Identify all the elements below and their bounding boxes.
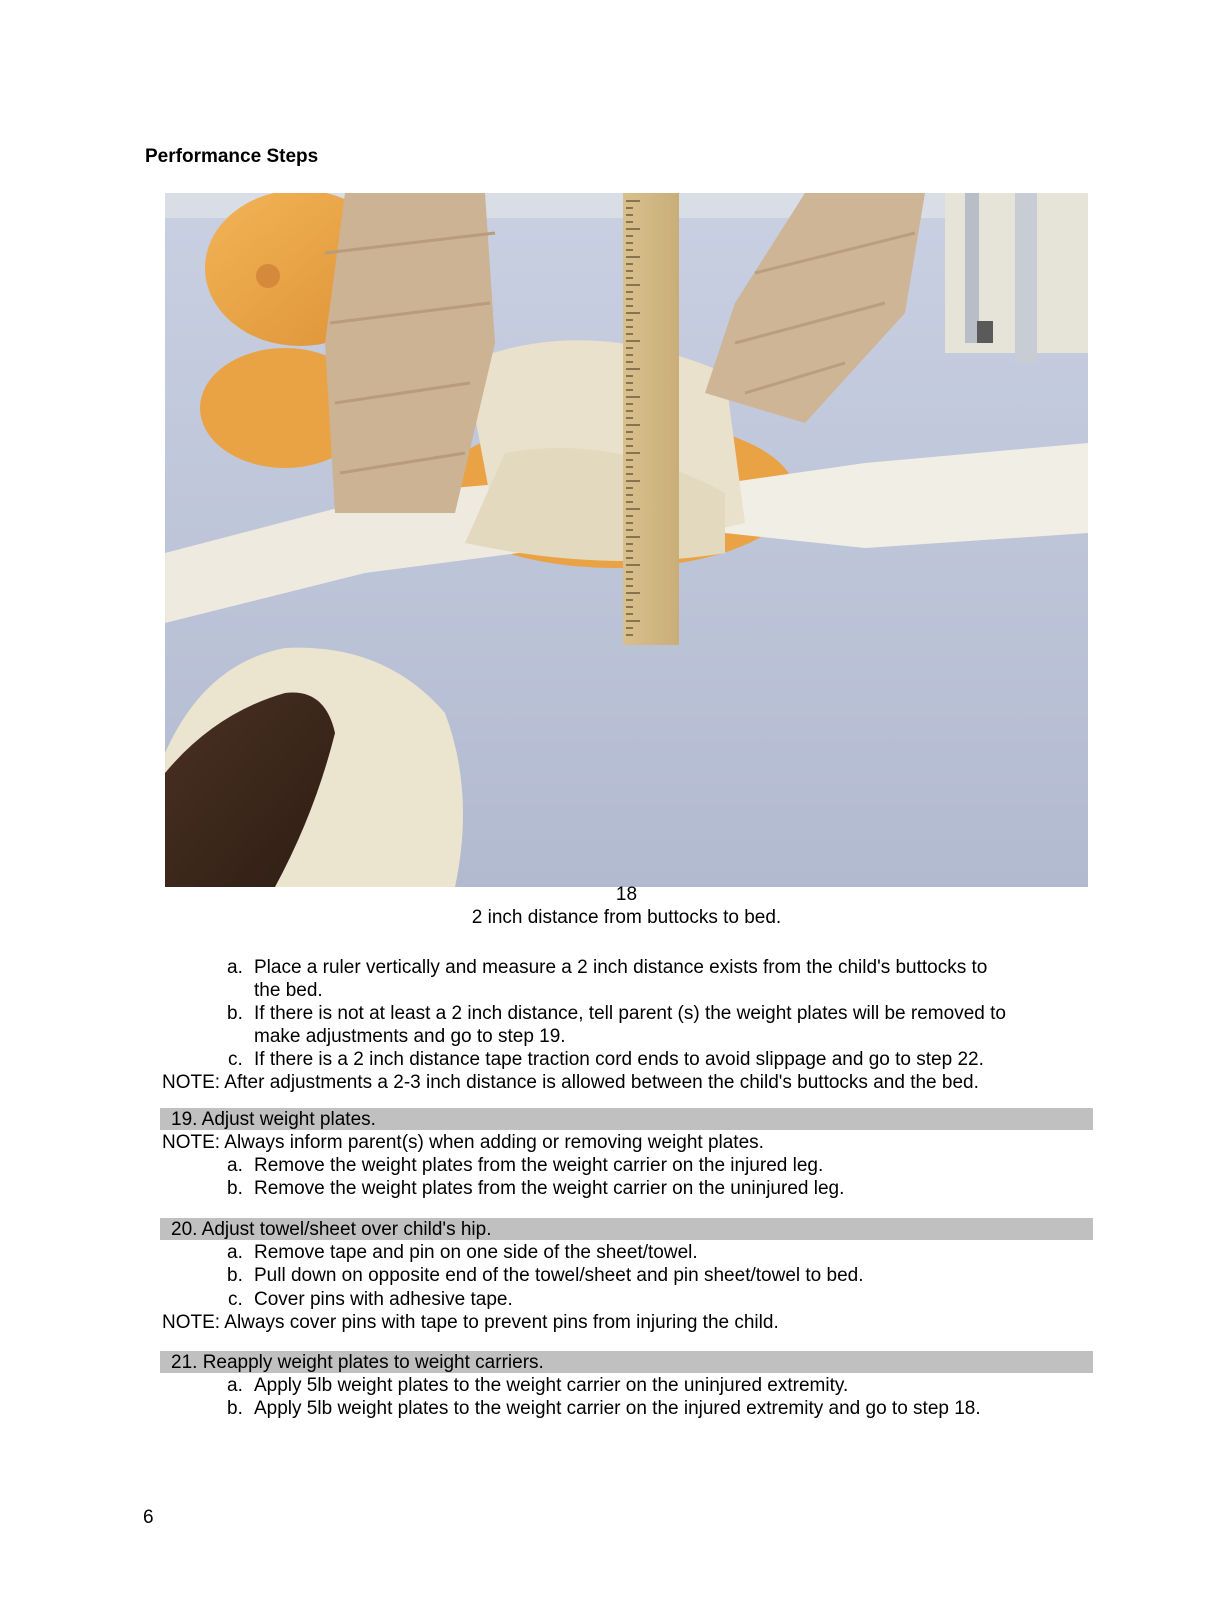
step18-b-text-line1: If there is not at least a 2 inch distance, tell parent (s) the weight plates will be removed to (254, 1003, 1006, 1024)
step20-note: NOTE: Always cover pins with tape to prevent pins from injuring the child. (162, 1312, 779, 1333)
step19-note: NOTE: Always inform parent(s) when adding or removing weight plates. (162, 1132, 764, 1153)
step18-c-text: If there is a 2 inch distance tape traction cord ends to avoid slippage and go to step 22. (254, 1049, 984, 1070)
step20-a-text: Remove tape and pin on one side of the sheet/towel. (254, 1242, 698, 1263)
step18-c-marker: c. (228, 1049, 243, 1070)
step19-b-marker: b. (227, 1178, 243, 1199)
step21-title-bar (160, 1351, 1093, 1373)
traction-measurement-photo (165, 193, 1088, 887)
step18-b-text-line2: make adjustments and go to step 19. (254, 1026, 566, 1047)
step21-a-text: Apply 5lb weight plates to the weight carrier on the uninjured extremity. (254, 1375, 849, 1396)
step20-title: 20. Adjust towel/sheet over child's hip. (171, 1219, 492, 1240)
step21-a-marker: a. (227, 1375, 243, 1396)
step18-a-text-line1: Place a ruler vertically and measure a 2 inch distance exists from the child's buttocks to (254, 957, 988, 978)
figure-caption: 2 inch distance from buttocks to bed. (471, 907, 782, 928)
step20-title-bar (160, 1218, 1093, 1240)
step18-note: NOTE: After adjustments a 2-3 inch distance is allowed between the child's buttocks and the bed. (162, 1072, 979, 1093)
step18-a-text-line2: the bed. (254, 980, 323, 1001)
step18-b-marker: b. (227, 1003, 243, 1024)
step20-b-marker: b. (227, 1265, 243, 1286)
step21-b-text: Apply 5lb weight plates to the weight carrier on the injured extremity and go to step 18. (254, 1398, 981, 1419)
figure-number: 18 (615, 884, 638, 905)
step19-title-bar (160, 1108, 1093, 1130)
step21-b-marker: b. (227, 1398, 243, 1419)
step18-a-marker: a. (227, 957, 243, 978)
step19-a-text: Remove the weight plates from the weight carrier on the injured leg. (254, 1155, 824, 1176)
page-number: 6 (143, 1507, 154, 1528)
step20-c-marker: c. (228, 1289, 243, 1310)
section-heading: Performance Steps (145, 146, 319, 167)
step21-title: 21. Reapply weight plates to weight carriers. (171, 1352, 544, 1373)
step19-a-marker: a. (227, 1155, 243, 1176)
step20-c-text: Cover pins with adhesive tape. (254, 1289, 513, 1310)
step19-b-text: Remove the weight plates from the weight carrier on the uninjured leg. (254, 1178, 845, 1199)
step19-title: 19. Adjust weight plates. (171, 1109, 376, 1130)
step20-b-text: Pull down on opposite end of the towel/sheet and pin sheet/towel to bed. (254, 1265, 864, 1286)
step20-a-marker: a. (227, 1242, 243, 1263)
